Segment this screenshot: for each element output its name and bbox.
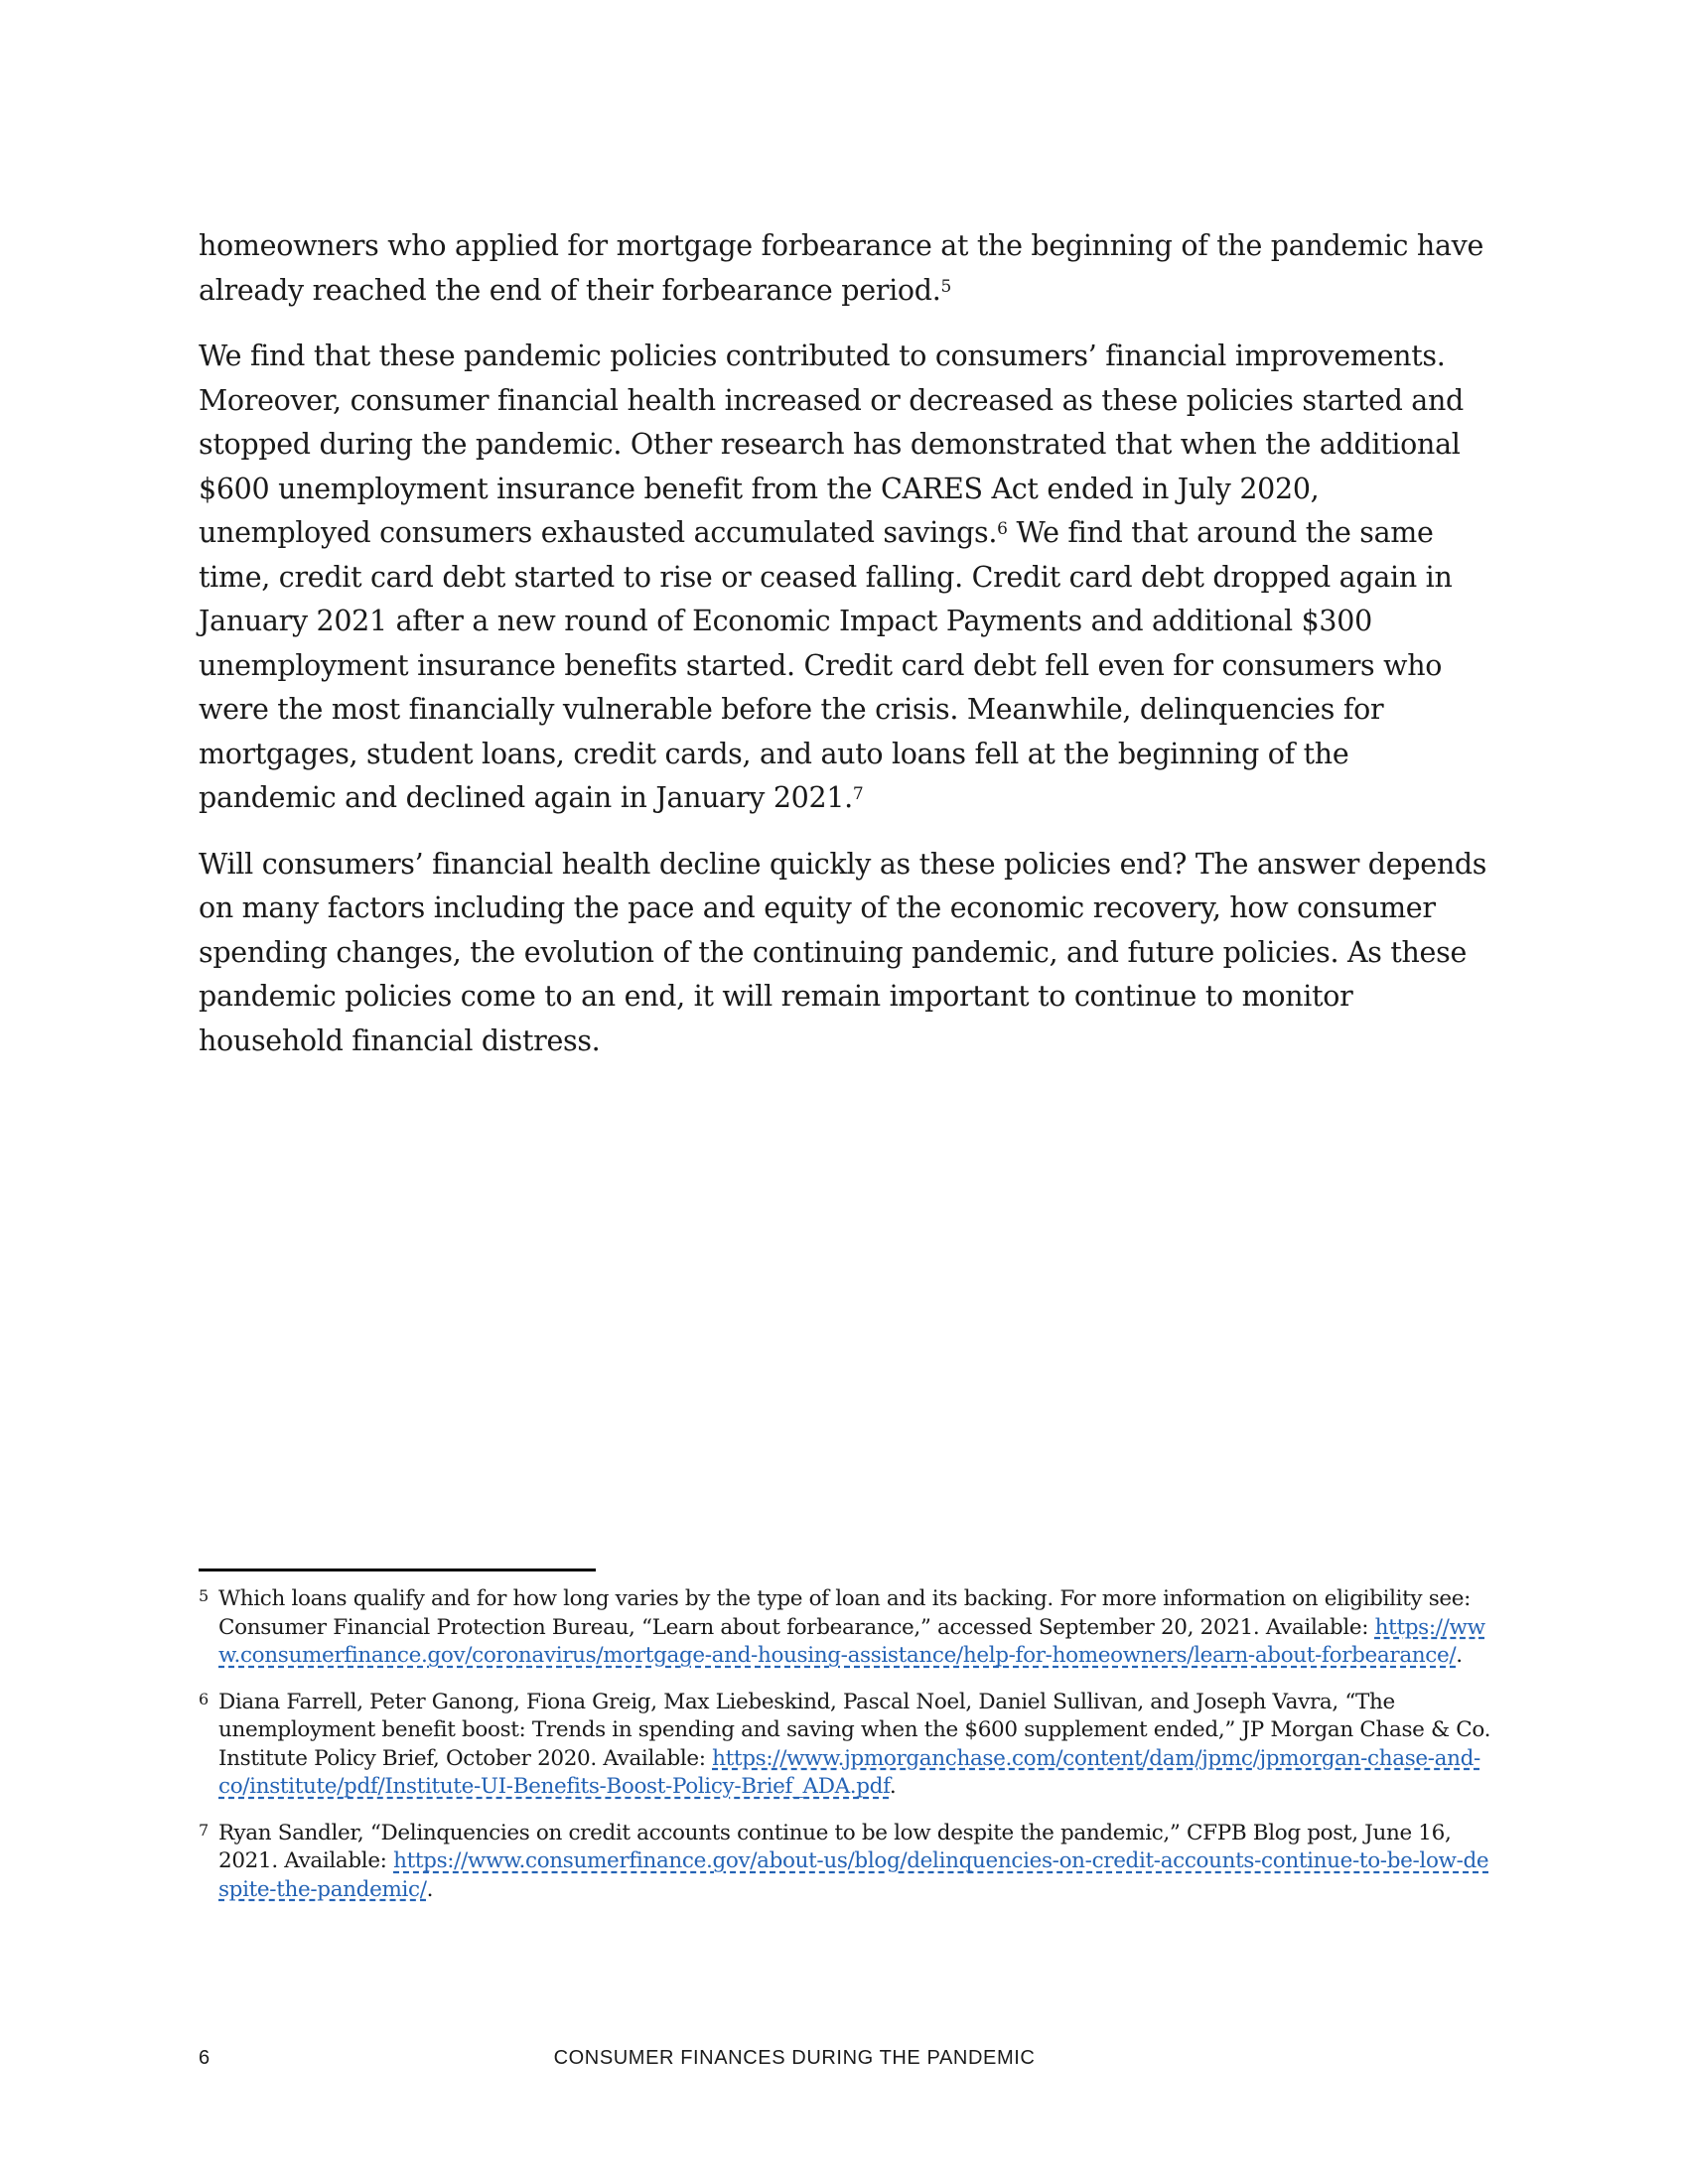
footnote-divider [199,1569,596,1571]
page-number: 6 [199,2047,211,2069]
footnote-link[interactable]: https://www.consumerfinance.gov/about-us/blog/delinquencies-on-credit-accounts-continue-to-be-low-despite-the-pandemic/ [218,1848,1489,1902]
footnote-number: 5 [199,1586,209,1605]
paragraph-3-text: Will consumers’ financial health decline quickly as these policies end? The answer depends on many factors including the pace and equity of the economic recovery, how consumer spending changes, the evolution of the continuing pandemic, and future policies. As these pandemic policies come to an end, it will remain important to continue to monitor household financial distress. [199,847,1487,1057]
footnote-ref-6[interactable]: 6 [997,519,1008,539]
footnotes [199,1585,1491,1922]
footnote-link[interactable]: https://www.jpmorganchase.com/content/dam/jpmc/jpmorgan-chase-and-co/institute/pdf/Institute-UI-Benefits-Boost-Policy-Brief_ADA.pdf [218,1745,1480,1799]
footnote-link[interactable]: https://www.consumerfinance.gov/coronavirus/mortgage-and-housing-assistance/help-for-homeowners/learn-about-forbearance/ [218,1614,1485,1668]
footnote-text: Ryan Sandler, “Delinquencies on credit accounts continue to be low despite the pandemic,” CFPB Blog post, June 16, 2021. Available: [218,1820,1452,1873]
footnote: 5 Which loans qualify and for how long varies by the type of loan and its backing. For more information on eligibility see: Consumer Financial Protection Bureau, “Learn about forbearance,” accessed September 20, 2021. Available: https://www.consumerfinance.gov/coronavirus/mortgage-and-housing-assistance/help-for-homeowners/learn-about-forbearance/. [199,1586,1485,1668]
footnote: 6 Diana Farrell, Peter Ganong, Fiona Greig, Max Liebeskind, Pascal Noel, Daniel Sullivan, and Joseph Vavra, “The unemployment benefit boost: Trends in spending and saving when the $600 supplement ended,” JP Morgan Chase & Co. Institute Policy Brief, October 2020. Available: https://www.jpmorganchase.com/content/dam/jpmc/jpmorgan-chase-and-co/institute/pdf/Institute-UI-Benefits-Boost-Policy-Brief_ADA.pdf. [199,1689,1491,1799]
paragraph-2 [199,335,1489,821]
running-title: CONSUMER FINANCES DURING THE PANDEMIC [553,2047,1036,2069]
paragraph-3 [199,843,1489,1064]
footnote: 7 Ryan Sandler, “Delinquencies on credit accounts continue to be low despite the pandemic,” CFPB Blog post, June 16, 2021. Available: https://www.consumerfinance.gov/about-us/blog/delinquencies-on-credit-accounts-continue-to-be-low-despite-the-pandemic/. [199,1820,1489,1902]
footnote-ref-5[interactable]: 5 [940,276,951,297]
footnote-number: 6 [199,1689,209,1708]
footnote-number: 7 [199,1820,209,1840]
footnote-ref-7[interactable]: 7 [852,784,864,804]
footnote-text: Which loans qualify and for how long varies by the type of loan and its backing. For more information on eligibility see: Consumer Financial Protection Bureau, “Learn about forbearance,” accessed September 20, 2021. Available: [218,1586,1472,1640]
paragraph-1 [199,224,1489,313]
paragraph-2a-text: We find that these pandemic policies contributed to consumers’ financial improvements. Moreover, consumer financial health increased or decreased as these policies started and stopped during the pandemic. Other research has demonstrated that when the additional $600 unemployment insurance benefit from the CARES Act ended in July 2020, unemployed consumers exhausted accumulated savings. [199,340,1464,549]
paragraph-1-text: homeowners who applied for mortgage forbearance at the beginning of the pandemic have already reached the end of their forbearance period. [199,229,1484,307]
body-text [199,224,1489,1085]
footnote-text: Diana Farrell, Peter Ganong, Fiona Greig, Max Liebeskind, Pascal Noel, Daniel Sullivan, and Joseph Vavra, “The unemployment benefit boost: Trends in spending and saving when the $600 supplement ended,” JP Morgan Chase & Co. Institute Policy Brief, October 2020. Available: [218,1689,1491,1771]
paragraph-2b-text: We find that around the same time, credit card debt started to rise or ceased falling. Credit card debt dropped again in January 2021 after a new round of Economic Impact Payments and additional $300 unemployment insurance benefits started. Credit card debt fell even for consumers who were the most financially vulnerable before the crisis. Meanwhile, delinquencies for mortgages, student loans, credit cards, and auto loans fell at the beginning of the pandemic and declined again in January 2021. [199,516,1453,814]
